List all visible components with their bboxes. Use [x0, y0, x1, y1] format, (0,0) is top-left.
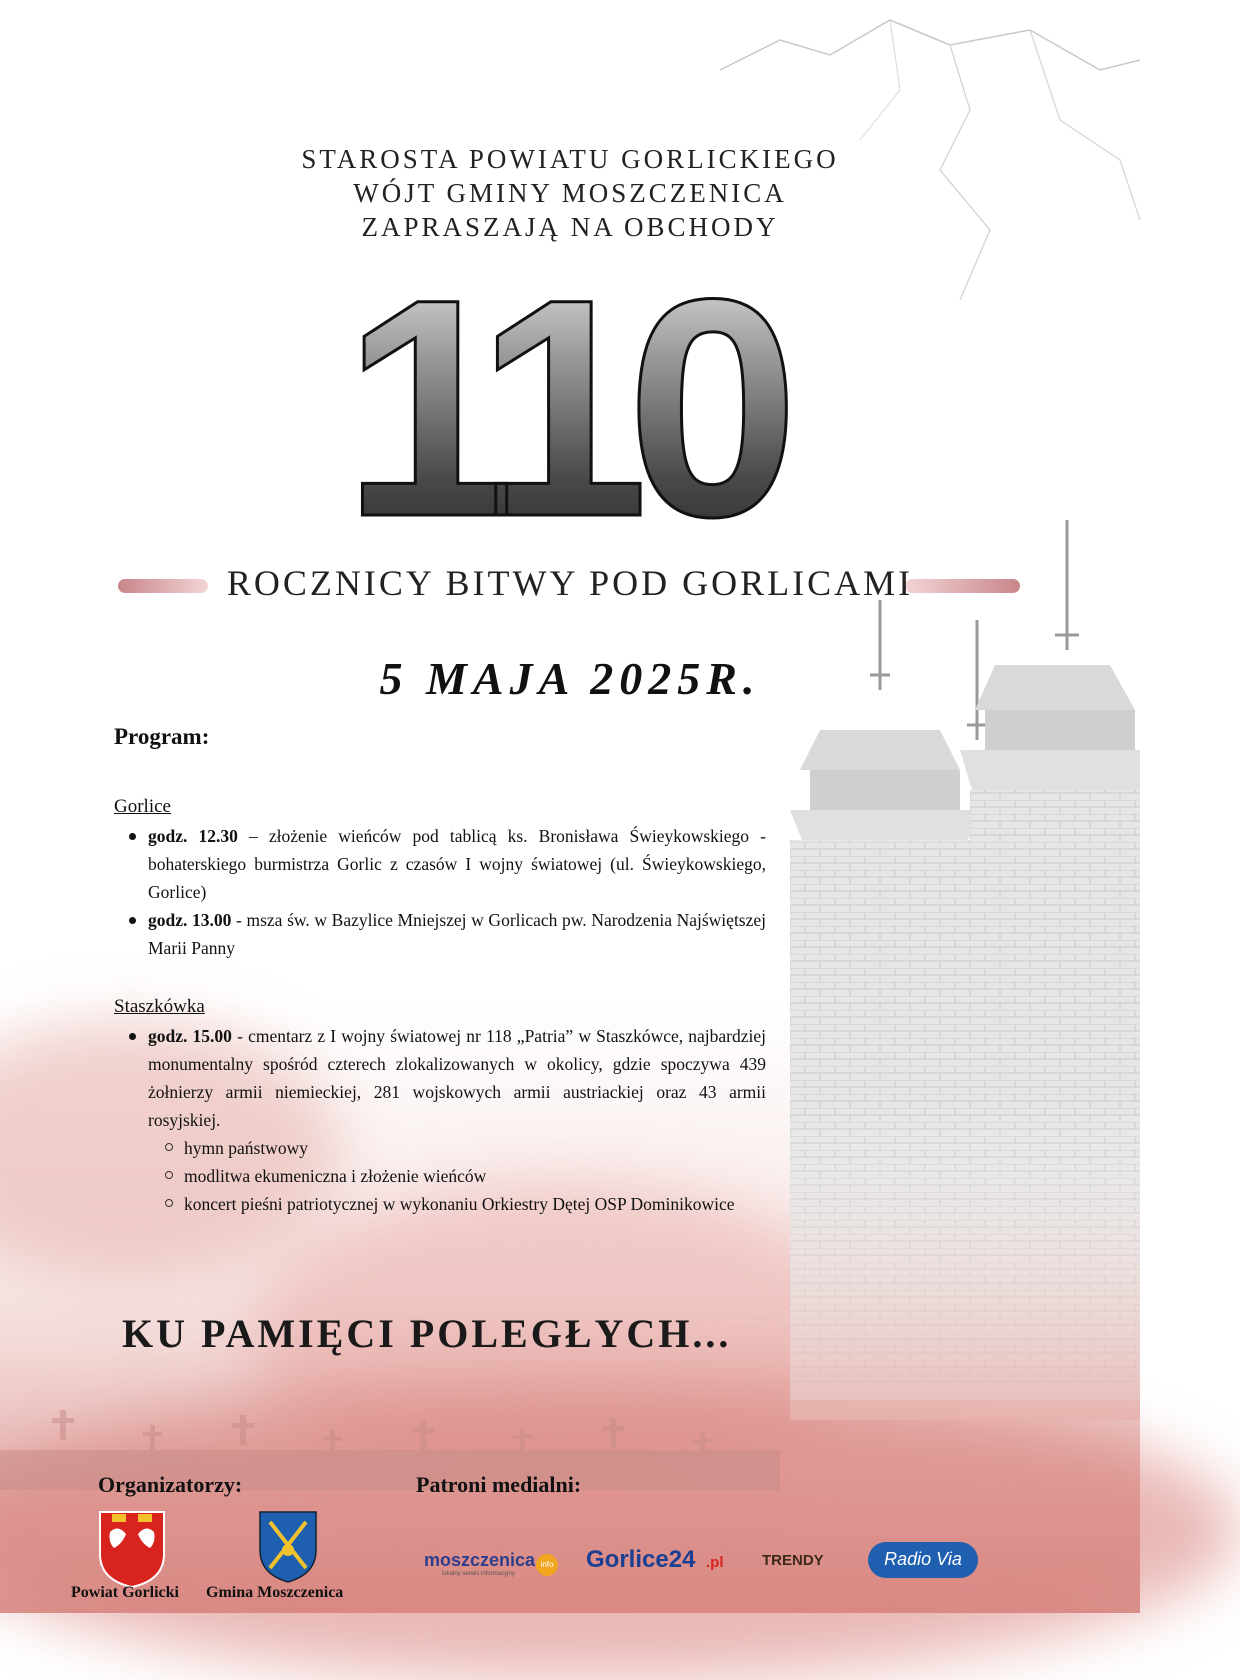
organizer-gmina-moszczenica: Gmina Moszczenica [206, 1584, 344, 1601]
bullet-icon [129, 917, 136, 924]
logo-text: Gorlice24 [586, 1546, 696, 1573]
logo-text: moszczenica [424, 1550, 536, 1570]
circle-bullet-icon [165, 1199, 173, 1207]
item-time: godz. 12.30 [148, 826, 238, 846]
sub-item-text: koncert pieśni patriotycznej w wykonaniu Orkiestry Dętej OSP Dominikowice [184, 1194, 735, 1214]
item-text: - msza św. w Bazylice Mniejszej w Gorlicach pw. Narodzenia Najświętszej Marii Panny [148, 910, 767, 958]
section-place-staszkowka: Staszkówka [114, 996, 205, 1017]
sub-list-item [184, 1134, 766, 1162]
header-line-starosta: STAROSTA POWIATU GORLICKIEGO [301, 144, 839, 174]
patrons-heading: Patroni medialni: [416, 1472, 582, 1497]
circle-bullet-icon [165, 1171, 173, 1179]
event-date: 5 MAJA 2025R. [379, 653, 761, 704]
anniversary-number-text: 110 [342, 234, 778, 581]
item-time: godz. 13.00 [148, 910, 232, 930]
patron-logo-radio-via [868, 1540, 980, 1580]
list-item [148, 822, 766, 906]
bullet-icon [129, 1033, 136, 1040]
organizers-heading: Organizatorzy: [98, 1472, 243, 1497]
logo-suffix: .pl [706, 1554, 724, 1571]
item-text: – złożenie wieńców pod tablicą ks. Bronisława Świeykowskiego - bohaterskiego burmistrza Gorlic z czasów I wojny światowej (ul. Świeykowskiego, Gorlice) [148, 826, 766, 902]
logo-subtext: lokalny serwis informacyjny [442, 1571, 515, 1577]
logo-text: TRENDY [762, 1552, 824, 1569]
logo-badge: info [536, 1554, 558, 1576]
program-heading: Program: [114, 724, 210, 749]
banner-title: ROCZNICY BITWY POD GORLICAMI [226, 563, 914, 603]
header-line-wojt: WÓJT GMINY MOSZCZENICA [353, 178, 787, 208]
section-place-gorlice: Gorlice [114, 796, 171, 817]
gmina-moszczenica-coat-of-arms-icon [258, 1510, 318, 1584]
sub-item-text: hymn państwowy [184, 1138, 308, 1158]
sub-list-item [184, 1190, 766, 1218]
list-item [148, 906, 766, 962]
item-text: - cmentarz z I wojny światowej nr 118 „Patria” w Staszkówce, najbardziej monumentalny spośród czterech zlokalizowanych w okolicy, gdzie spoczywa 439 żołnierzy armii niemieckiej, 281 wojskowych armii austriackiej oraz 43 armii rosyjskiej. [148, 1026, 767, 1130]
item-time: godz. 15.00 [148, 1026, 232, 1046]
list-item [148, 1022, 766, 1134]
anniversary-number-110 [342, 234, 778, 581]
motto: KU PAMIĘCI POLEGŁYCH... [122, 1311, 732, 1356]
powiat-gorlicki-coat-of-arms-icon [98, 1510, 166, 1588]
logo-text: Radio Via [884, 1549, 962, 1569]
patron-logo-trendy [762, 1540, 842, 1580]
organizer-powiat-gorlicki: Powiat Gorlicki [71, 1584, 179, 1601]
sub-item-text: modlitwa ekumeniczna i złożenie wieńców [184, 1166, 487, 1186]
patron-logo-moszczenica-info [424, 1540, 559, 1580]
sub-list-item [184, 1162, 766, 1190]
circle-bullet-icon [165, 1143, 173, 1151]
header-line-invite: ZAPRASZAJĄ NA OBCHODY [361, 212, 779, 242]
bullet-icon [129, 833, 136, 840]
patron-logo-gorlice24 [586, 1540, 736, 1580]
